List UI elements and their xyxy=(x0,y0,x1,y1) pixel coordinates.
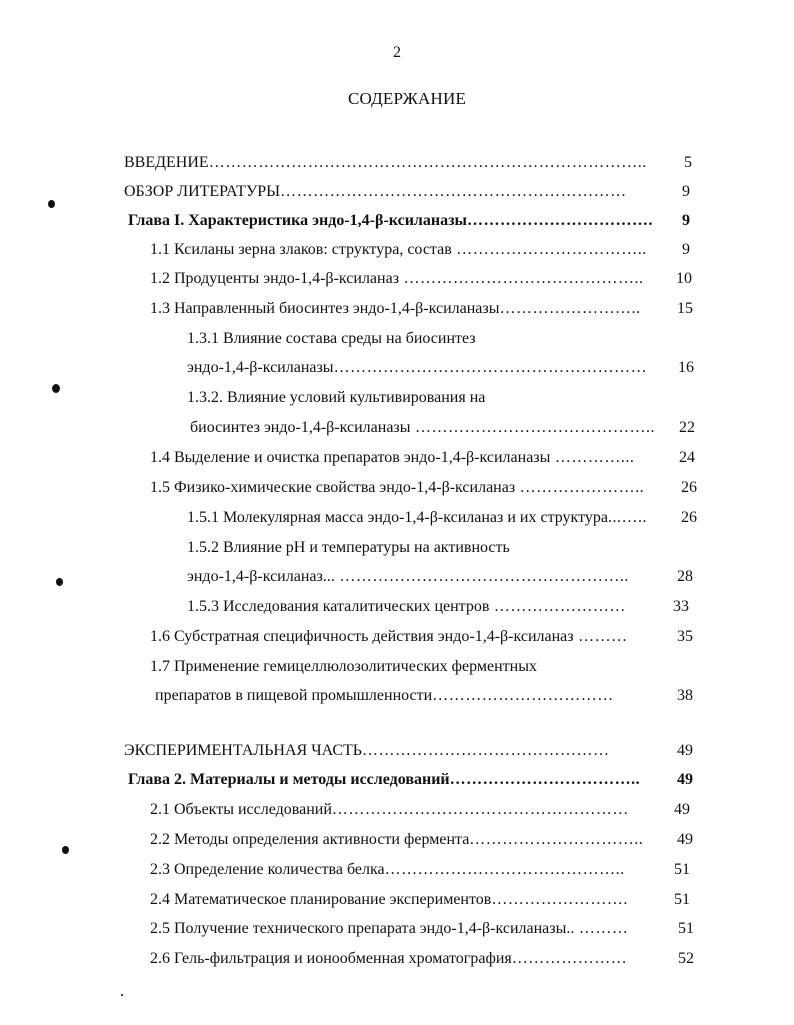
toc-entry-title: 1.1 Ксиланы зерна злаков: структура, состав xyxy=(150,241,452,258)
toc-entry-text-wrap xyxy=(150,447,695,469)
toc-entry-dot-leader: ……………………………………………… xyxy=(331,801,629,818)
toc-entry-title: 1.4 Выделение и очистка препаратов эндо-1,4-β-ксиланазы xyxy=(150,449,551,466)
toc-entry xyxy=(150,268,692,290)
toc-entry-page: 22 xyxy=(677,417,695,439)
toc-entry-title: 1.7 Применение гемицеллюлозолитических ферментных xyxy=(150,658,537,675)
toc-entry-dot-leader: …………………………………….. xyxy=(410,419,655,436)
scan-speck xyxy=(52,384,60,393)
toc-entry-text-wrap xyxy=(187,596,689,618)
toc-entry xyxy=(150,829,693,851)
toc-entry-text-wrap xyxy=(124,152,692,174)
toc-entry-dot-leader: ………………… xyxy=(511,950,628,967)
toc-entry-dot-leader: ………………….. xyxy=(515,479,645,496)
toc-entry-text-wrap xyxy=(187,357,694,379)
toc-entry xyxy=(187,566,693,588)
toc-entry-text-wrap xyxy=(187,566,693,588)
toc-entry-page: 38 xyxy=(675,685,693,707)
toc-entry-page: 9 xyxy=(680,239,690,261)
toc-entry xyxy=(150,889,690,911)
toc-entry-page: 16 xyxy=(676,357,694,379)
toc-entry-title: ВВЕДЕНИЕ xyxy=(124,154,209,171)
toc-entry-title: 2.6 Гель-фильтрация и ионообменная хроматография xyxy=(150,950,512,967)
toc-entry xyxy=(155,685,693,707)
toc-entry-title: эндо-1,4-β-ксиланаз... xyxy=(187,568,335,585)
toc-entry-dot-leader: ……………………. xyxy=(491,891,628,908)
toc-entry-page: 35 xyxy=(675,626,693,648)
toc-entry xyxy=(124,740,693,762)
toc-entry-dot-leader: …………………………………….. xyxy=(399,270,644,287)
toc-entry-dot-leader: …………... xyxy=(550,449,635,466)
toc-entry xyxy=(187,507,697,529)
toc-entry xyxy=(150,477,697,499)
toc-entry-title: Глава I. Характеристика эндо-1,4-β-ксиланазы xyxy=(128,212,468,229)
toc-entry-dot-leader: ………………………………………………… xyxy=(333,359,648,376)
toc-entry xyxy=(128,769,693,791)
toc-entry-page: 49 xyxy=(675,769,693,791)
toc-entry-dot-leader: ……………………………. xyxy=(467,212,654,229)
toc-entry-page: 24 xyxy=(677,447,695,469)
toc-entry-text-wrap xyxy=(187,387,694,409)
toc-entry xyxy=(128,210,690,232)
toc-entry-dot-leader: ……… xyxy=(573,628,628,645)
toc-entry-text-wrap xyxy=(187,507,697,529)
toc-entry-text-wrap xyxy=(150,477,697,499)
toc-entry xyxy=(150,447,695,469)
toc-entry-text-wrap xyxy=(150,889,690,911)
toc-entry-text-wrap xyxy=(128,769,693,791)
toc-entry-text-wrap xyxy=(150,918,694,940)
page-number: 2 xyxy=(393,44,401,61)
toc-entry-text-wrap xyxy=(150,626,693,648)
toc-entry-text-wrap xyxy=(187,537,697,559)
toc-entry xyxy=(150,948,694,970)
toc-entry-title: биосинтез эндо-1,4-β-ксиланазы xyxy=(190,419,411,436)
toc-entry-page: 26 xyxy=(679,477,697,499)
toc-entry-page: 49 xyxy=(675,740,693,762)
toc-entry-page: 15 xyxy=(675,298,693,320)
toc-entry-title: 1.5.3 Исследования каталитических центров xyxy=(187,598,490,615)
toc-entry-text-wrap xyxy=(150,859,690,881)
toc-entry-dot-leader: …………………………………………….. xyxy=(334,568,629,585)
toc-entry xyxy=(150,298,693,320)
toc-entry xyxy=(124,152,692,174)
scan-speck xyxy=(56,578,63,586)
toc-entry-title: 1.2 Продуценты эндо-1,4-β-ксиланаз xyxy=(150,270,400,287)
toc-entry-title: 1.5.2 Влияние pH и температуры на активность xyxy=(187,539,510,556)
toc-entry-dot-leader: ……… xyxy=(574,920,629,937)
toc-entry xyxy=(124,181,690,203)
toc-entry xyxy=(150,626,693,648)
toc-entry-text-wrap xyxy=(124,740,693,762)
toc-entry-text-wrap xyxy=(124,181,690,203)
toc-entry xyxy=(187,328,693,350)
toc-entry-title: препаратов в пищевой промышленности xyxy=(155,687,433,704)
toc-entry-page: 9 xyxy=(680,181,690,203)
toc-entry-title: 2.2 Методы определения активности фермента xyxy=(150,831,470,848)
toc-entry-text-wrap xyxy=(150,268,692,290)
toc-entry-dot-leader: …………………………….. xyxy=(449,771,641,788)
toc-entry-text-wrap xyxy=(150,829,693,851)
toc-entry-dot-leader: ………………………….. xyxy=(469,831,644,848)
toc-entry-page: 51 xyxy=(672,889,690,911)
page-title: СОДЕРЖАНИЕ xyxy=(347,89,467,108)
toc-entry-title: ЭКСПЕРИМЕНТАЛЬНАЯ ЧАСТЬ xyxy=(124,742,362,759)
toc-entry-page: 10 xyxy=(674,268,692,290)
toc-entry-text-wrap xyxy=(128,210,690,232)
toc-entry-page: 9 xyxy=(680,210,690,232)
toc-entry xyxy=(187,387,694,409)
toc-entry-page: 5 xyxy=(682,152,692,174)
toc-entry-title: ОБЗОР ЛИТЕРАТУРЫ xyxy=(124,183,281,200)
toc-entry-title: 2.1 Объекты исследований xyxy=(150,801,332,818)
toc-entry-dot-leader: …………………………… xyxy=(432,687,614,704)
toc-entry-page: 49 xyxy=(672,799,690,821)
toc-entry xyxy=(150,239,690,261)
toc-entry-title: эндо-1,4-β-ксиланазы xyxy=(187,359,334,376)
toc-entry-title: 1.3.1 Влияние состава среды на биосинтез xyxy=(187,330,476,347)
toc-entry-page: 33 xyxy=(671,596,689,618)
toc-entry-title: 2.3 Определение количества белка xyxy=(150,861,385,878)
scan-speck xyxy=(121,994,123,996)
toc-entry-text-wrap xyxy=(190,417,695,439)
toc-entry xyxy=(187,537,697,559)
toc-entry-title: 2.5 Получение технического препарата эндо-1,4-β-ксиланазы.. xyxy=(150,920,575,937)
toc-entry-text-wrap xyxy=(155,685,693,707)
toc-entry xyxy=(187,596,689,618)
toc-entry-title: Глава 2. Материалы и методы исследований xyxy=(128,771,450,788)
toc-entry-dot-leader: …………………………………….. xyxy=(384,861,625,878)
toc-entry-text-wrap xyxy=(150,948,694,970)
toc-entry-title: 2.4 Математическое планирование экспериментов xyxy=(150,891,492,908)
toc-entry-dot-leader: ……………………………………………………… xyxy=(280,183,627,200)
toc-entry-dot-leader: …………………….. xyxy=(499,300,641,317)
toc-entry-text-wrap xyxy=(150,656,693,678)
toc-entry xyxy=(150,859,690,881)
toc-entry-page: 51 xyxy=(672,859,690,881)
toc-entry xyxy=(150,918,694,940)
toc-entry xyxy=(187,357,694,379)
toc-entry-title: 1.6 Субстратная специфичность действия эндо-1,4-β-ксиланаз xyxy=(150,628,574,645)
toc-entry-dot-leader: …………………… xyxy=(489,598,626,615)
toc-entry-page: 52 xyxy=(676,948,694,970)
scan-speck xyxy=(62,846,69,854)
toc-entry-page: 28 xyxy=(675,566,693,588)
toc-entry-dot-leader: …………………………….. xyxy=(451,241,647,258)
toc-entry-dot-leader: ...….. xyxy=(607,509,647,526)
toc-entry-title: 1.3.2. Влияние условий культивирования на xyxy=(187,389,486,406)
toc-entry-text-wrap xyxy=(150,239,690,261)
toc-entry-title: 1.5 Физико-химические свойства эндо-1,4-β-ксиланаз xyxy=(150,479,516,496)
toc-entry-dot-leader: …………………………………………………………………….. xyxy=(208,154,647,171)
toc-entry xyxy=(150,799,690,821)
toc-entry xyxy=(190,417,695,439)
scan-speck xyxy=(48,200,55,208)
toc-entry-title: 1.5.1 Молекулярная масса эндо-1,4-β-ксиланаз и их структура xyxy=(187,509,608,526)
toc-entry-page: 49 xyxy=(675,829,693,851)
toc-entry-text-wrap xyxy=(187,328,693,350)
toc-entry-page: 26 xyxy=(679,507,697,529)
toc-entry-text-wrap xyxy=(150,298,693,320)
toc-entry-dot-leader: ……………………………………… xyxy=(361,742,610,759)
toc-entry xyxy=(150,656,693,678)
toc-entry-text-wrap xyxy=(150,799,690,821)
toc-entry-page: 51 xyxy=(676,918,694,940)
toc-entry-title: 1.3 Направленный биосинтез эндо-1,4-β-ксиланазы xyxy=(150,300,500,317)
